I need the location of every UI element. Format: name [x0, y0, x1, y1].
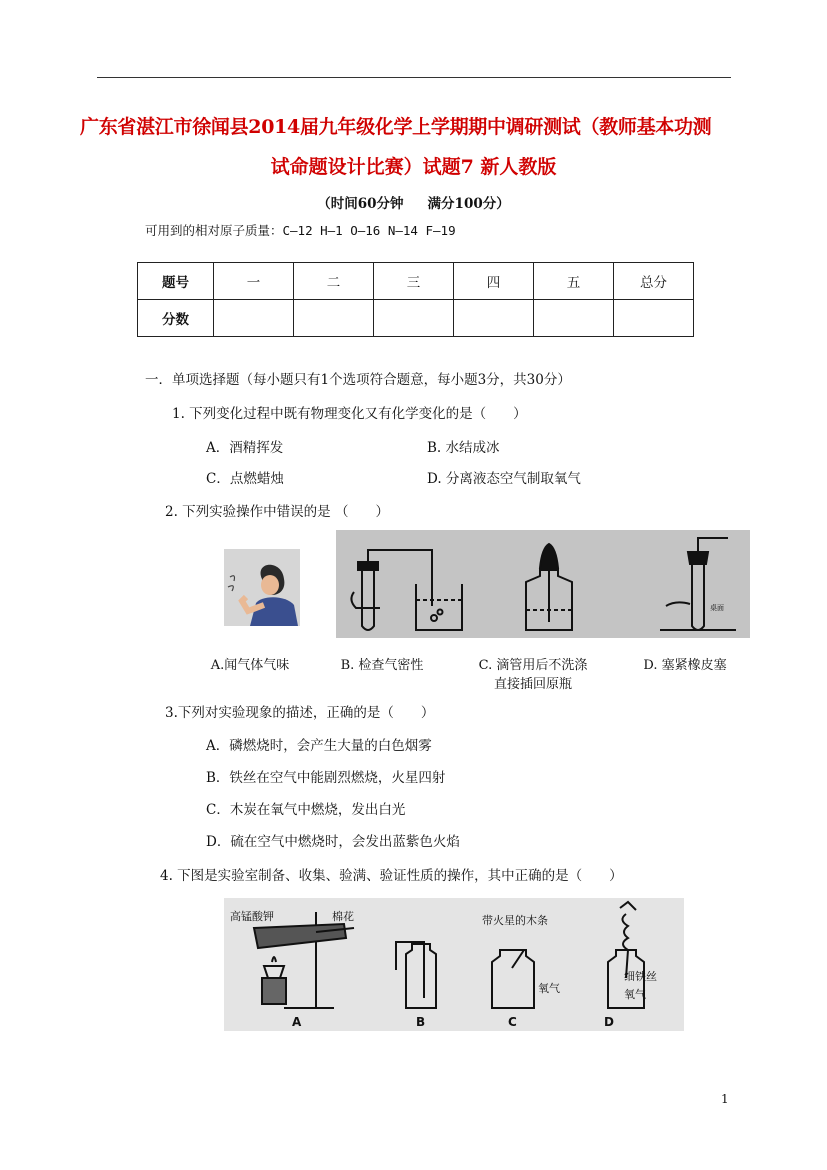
- label-kmno4: 高锰酸钾: [230, 910, 274, 923]
- q1-option-a: A．酒精挥发: [206, 440, 284, 456]
- col-header: 总分: [614, 263, 694, 300]
- figure-bcd-bg: [336, 530, 750, 638]
- col-header: 三: [374, 263, 454, 300]
- label-splint: 带火星的木条: [482, 914, 548, 927]
- score-cell[interactable]: [534, 300, 614, 337]
- exam-meta: [0, 192, 827, 212]
- stopper-b: [358, 562, 378, 570]
- q3-option-d: D．硫在空气中燃烧时，会发出蓝紫色火焰: [206, 834, 460, 850]
- q2-figure-bcd: [336, 530, 750, 638]
- label-d: D: [604, 1015, 614, 1029]
- score-cell[interactable]: [454, 300, 534, 337]
- table-row: [138, 263, 694, 300]
- q3-stem: 3.下列对实验现象的描述，正确的是（ ）: [165, 705, 435, 721]
- title-line-2: 试命题设计比赛）试题7 新人教版: [270, 156, 557, 178]
- q2-option-c: [468, 656, 598, 694]
- q1-stem: 1. 下列变化过程中既有物理变化又有化学变化的是（ ）: [172, 406, 527, 422]
- boy-face: [261, 575, 279, 595]
- figure-q4-bg: [224, 898, 684, 1031]
- q2-option-d: D. 塞紧橡皮塞: [643, 658, 727, 673]
- label-cotton: 棉花: [332, 910, 354, 923]
- col-header: 四: [454, 263, 534, 300]
- section-heading: 一．单项选择题（每小题只有1个选项符合题意，每小题3分，共30分）: [145, 372, 571, 388]
- q2-option-c-line2: 直接插回原瓶: [493, 677, 572, 692]
- atomic-masses: 可用到的相对原子质量：C—12 H—1 O—16 N—14 F—19: [145, 223, 456, 238]
- score-cell[interactable]: [214, 300, 294, 337]
- table-label-d: 桌面: [710, 604, 724, 612]
- label-wire: 细铁丝: [624, 970, 657, 983]
- label-b: B: [416, 1015, 426, 1029]
- score-cell[interactable]: [294, 300, 374, 337]
- q3-option-b: B．铁丝在空气中能剧烈燃烧，火星四射: [206, 770, 446, 786]
- q1-option-b: B. 水结成冰: [427, 440, 500, 456]
- label-oxygen-c: 氧气: [538, 982, 560, 995]
- row-head-question: 题号: [138, 263, 214, 300]
- col-header: 五: [534, 263, 614, 300]
- q3-option-a: A．磷燃烧时，会产生大量的白色烟雾: [206, 738, 432, 754]
- score-table: [137, 262, 694, 337]
- score-cell[interactable]: [614, 300, 694, 337]
- q2-option-a: A.闻气体气味: [210, 658, 290, 673]
- table-row: [138, 300, 694, 337]
- score-cell[interactable]: [374, 300, 454, 337]
- q1-option-c: C．点燃蜡烛: [206, 471, 284, 487]
- label-oxygen-d: 氧气: [624, 988, 646, 1001]
- page-number: 1: [721, 1092, 729, 1106]
- q2-stem: 2. 下列实验操作中错误的是 （ ）: [165, 504, 389, 520]
- col-header: 一: [214, 263, 294, 300]
- q4-stem: 4. 下图是实验室制备、收集、验满、验证性质的操作，其中正确的是（ ）: [160, 868, 623, 884]
- label-a: A: [292, 1015, 302, 1029]
- row-head-score: 分数: [138, 300, 214, 337]
- stopper-d: [688, 552, 708, 564]
- q2-figure-a: [224, 549, 300, 626]
- label-c: C: [508, 1015, 517, 1029]
- alcohol-lamp-a: [262, 978, 286, 1004]
- q2-option-c-line1: C. 滴管用后不洗涤: [478, 658, 588, 673]
- q3-option-c: C．木炭在氧气中燃烧，发出白光: [206, 802, 406, 818]
- q4-figure: [224, 898, 684, 1031]
- col-header: 二: [294, 263, 374, 300]
- q2-option-b: B. 检查气密性: [340, 658, 424, 673]
- title-line-1: 广东省湛江市徐闻县2014届九年级化学上学期期中调研测试（教师基本功测: [80, 116, 712, 138]
- exam-score: 满分100分）: [427, 196, 510, 212]
- header-rule: [97, 77, 731, 78]
- exam-time: （时间60分钟: [317, 196, 404, 212]
- q1-option-d: D. 分离液态空气制取氧气: [427, 471, 581, 487]
